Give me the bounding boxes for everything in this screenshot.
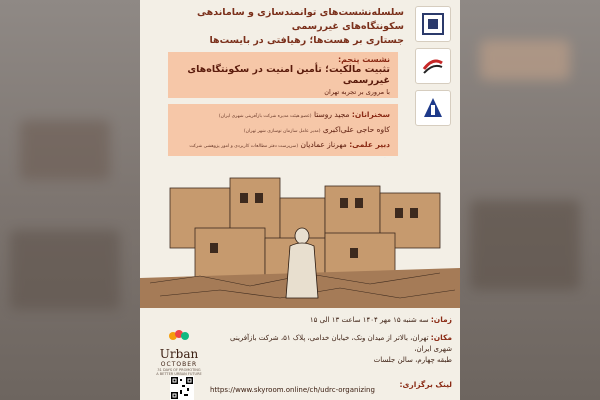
speaker-2-role: (مدیر عامل سازمان نوسازی شهر تهران) [243,129,321,134]
speaker-row-2 [176,123,390,138]
speaker-1-name: مجید روستا [313,110,350,119]
time-row [148,314,452,326]
secretary-name: مهرناز عمادیان [300,140,347,149]
red-swoosh-logo-icon [415,48,451,84]
speakers-box [168,104,398,156]
speaker-row-1 [176,108,390,123]
urban-month: OCTOBER [160,361,198,368]
time-value: سه شنبه ۱۵ مهر ۱۴۰۴ ساعت ۱۳ الی ۱۵ [309,316,429,324]
blurred-background-left [0,0,140,400]
secretary-role: (سرپرست دفتر مطالعات کاربردی و امور پژوهشی شرکت [189,144,299,149]
urban-flower-icon [166,329,192,343]
time-label: زمان: [430,315,452,324]
event-link[interactable]: https://www.skyroom.online/ch/udrc-organizing [210,386,375,394]
urban-tag-2: A BETTER URBAN FUTURE [156,372,202,376]
place-value-line2: طبقه چهارم، سالن جلسات [373,356,452,364]
speaker-1-role: (عضو هیئت مدیره شرکت بازآفرینی شهری ایران) [218,114,312,119]
session-title: تثبیت مالکیت؛ تأمین امنیت در سکونتگاه‌های غیررسمی [187,64,390,86]
blurred-background-right [460,0,600,400]
event-poster [140,0,460,400]
link-label: لینک برگزاری: [399,380,452,389]
session-info-box [168,52,398,98]
informal-settlement-illustration [140,158,460,308]
speaker-2-name: کاوه حاجی علی‌اکبری [322,125,390,134]
session-subtitle: با مروری بر تجربه تهران [324,88,390,96]
urban-tag-1: 31 DAYS OF PROMOTING [157,368,201,372]
secretary-label: دبیر علمی: [349,140,390,149]
speakers-label: سخنرانان: [351,110,390,119]
series-title [194,6,404,48]
series-title-line2: جستاری بر هست‌ها؛ رهیافتی در بایست‌ها [209,35,404,46]
urban-october-logo [148,328,210,376]
sponsor-logos [412,6,454,126]
qr-code-icon [170,376,194,400]
organization-emblem-icon [415,90,451,126]
company-logo-icon [415,6,451,42]
place-value: تهران، بالاتر از میدان ونک، خیابان خدامی، پلاک ۵۱، شرکت بازآفرینی شهری ایران، [230,334,452,353]
session-label: نشست پنجم: [337,55,390,64]
place-label: مکان: [430,333,452,342]
urban-word: Urban [159,347,199,361]
series-title-line1: سلسله‌نشست‌های توانمندسازی و ساماندهی سکونتگاه‌های غیررسمی [197,7,404,32]
